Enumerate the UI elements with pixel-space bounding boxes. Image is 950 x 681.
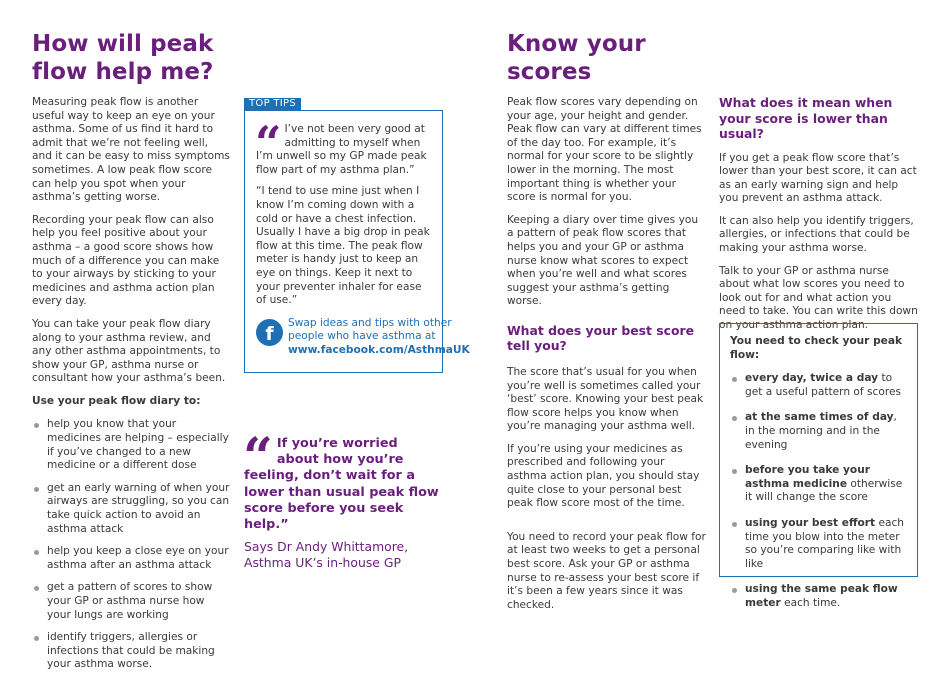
middle-paragraph-1: Peak flow scores vary depending on your age, your height and gender. Peak flow can vary at different times of the day too. For example, it’s normal for your score to be slightly lower in the morning. The most important thing is whether your score is normal for you. (507, 96, 702, 204)
left-paragraph-2: Recording your peak flow can also help you feel positive about your asthma – a good score shows how much of a difference you can make to your airways by sticking to your medicines and asthma action plan every day. (32, 213, 220, 308)
check-peak-flow-box (719, 323, 918, 609)
left-column (32, 30, 231, 681)
tip-quote-1: “ I’ve not been very good at admitting to myself when I’m unwell so my GP made peak flow part of my asthma plan.” (255, 116, 427, 176)
pull-quote (243, 427, 443, 571)
left-paragraph-3: You can take your peak flow diary along to your asthma review, and any other asthma appointments, to show your GP, asthma nurse or consultant how your asthma’s been. (32, 317, 226, 385)
right-column (719, 95, 919, 342)
list-item: using your best effort each time you blow into the meter so you’re comparing like with like (730, 517, 907, 571)
check-box-title: You need to check your peak flow: (730, 335, 903, 361)
check-list (730, 372, 907, 610)
top-tips-tab: TOP TIPS (244, 98, 301, 110)
list-item: help you keep a close eye on your asthma after an asthma attack (32, 545, 231, 572)
quote-mark-icon: “ (255, 116, 282, 170)
pull-quote-attribution: Says Dr Andy Whittamore, Asthma UK’s in-house GP (244, 539, 409, 571)
facebook-icon: f (256, 319, 283, 346)
diary-bullet-list (32, 418, 231, 672)
list-item: get an early warning of when your airways are struggling, so you can take quick action to avoid an asthma attack (32, 482, 231, 536)
list-item: identify triggers, allergies or infections that could be making your asthma worse. (32, 631, 231, 672)
list-item: get a pattern of scores to show your GP or asthma nurse how your lungs are working (32, 581, 231, 622)
lower-score-heading: What does it mean when your score is lower than usual? (719, 95, 893, 141)
list-item: using the same peak flow meter each time. (730, 583, 907, 610)
page-title-left: How will peak flow help me? (32, 31, 214, 85)
middle-paragraph-5: You need to record your peak flow for at least two weeks to get a personal best score. Ask your GP or asthma nurse to re-assess your best score if it’s been a few years since it was checked. (507, 530, 706, 611)
right-paragraph-1: If you get a peak flow score that’s lower than your best score, it can act as an early warning sign and help you prevent an asthma attack. (719, 151, 917, 205)
facebook-promo-text: Swap ideas and tips with other people who have asthma at www.facebook.com/AsthmaUK (288, 316, 470, 356)
list-item: every day, twice a day to get a useful pattern of scores (730, 372, 907, 399)
middle-paragraph-4: If you’re using your medicines as prescribed and following your asthma action plan, you should stay quite close to your personal best peak flow score most of the time. (507, 442, 700, 510)
quote-mark-icon: “ (243, 427, 273, 488)
diary-list-heading: Use your peak flow diary to: (32, 394, 201, 407)
middle-paragraph-2: Keeping a diary over time gives you a pattern of peak flow scores that helps you and your GP or asthma nurse know what scores to expect when you’re well and what scores suggest your asthma’s getting worse. (507, 213, 699, 308)
pull-quote-text: “ If you’re worried about how you’re feeling, don’t wait for a lower than usual peak flow score before you seek help.” (243, 427, 439, 533)
facebook-promo (256, 316, 470, 358)
page-title-right: Know your scores (507, 31, 646, 85)
top-tips-box (244, 110, 470, 373)
left-paragraph-1: Measuring peak flow is another useful way to keep an eye on your asthma. Some of us find it hard to admit that we’re not feeling well, and it can be easy to miss symptoms sometimes. A low peak flow score can help you spot when your asthma’s getting worse. (32, 96, 230, 204)
facebook-link[interactable]: www.facebook.com/AsthmaUK (288, 343, 470, 356)
list-item: before you take your asthma medicine otherwise it will change the score (730, 464, 907, 505)
right-paragraph-3: Talk to your GP or asthma nurse about what low scores you need to look out for and what action you need to take. You can write this down on your asthma action plan. (719, 264, 918, 332)
tip-quote-2: “I tend to use mine just when I know I’m coming down with a cold or have a chest infection. Usually I have a big drop in peak flow at this time. The peak flow meter is handy just to keep an eye on things. Keep it next to your preventer inhaler for ease of use.” (256, 185, 430, 307)
list-item: at the same times of day, in the morning and in the evening (730, 411, 907, 452)
middle-column (507, 30, 707, 621)
list-item: help you know that your medicines are helping – especially if you’ve changed to a new medicine or a different dose (32, 418, 231, 472)
best-score-heading: What does your best score tell you? (507, 322, 695, 354)
right-paragraph-2: It can also help you identify triggers, allergies, or infections that could be making your asthma worse. (719, 214, 914, 255)
middle-paragraph-3: The score that’s usual for you when you’re well is sometimes called your ‘best’ score. Knowing your best peak flow score helps you know when you’re managing your asthma well. (507, 365, 704, 433)
